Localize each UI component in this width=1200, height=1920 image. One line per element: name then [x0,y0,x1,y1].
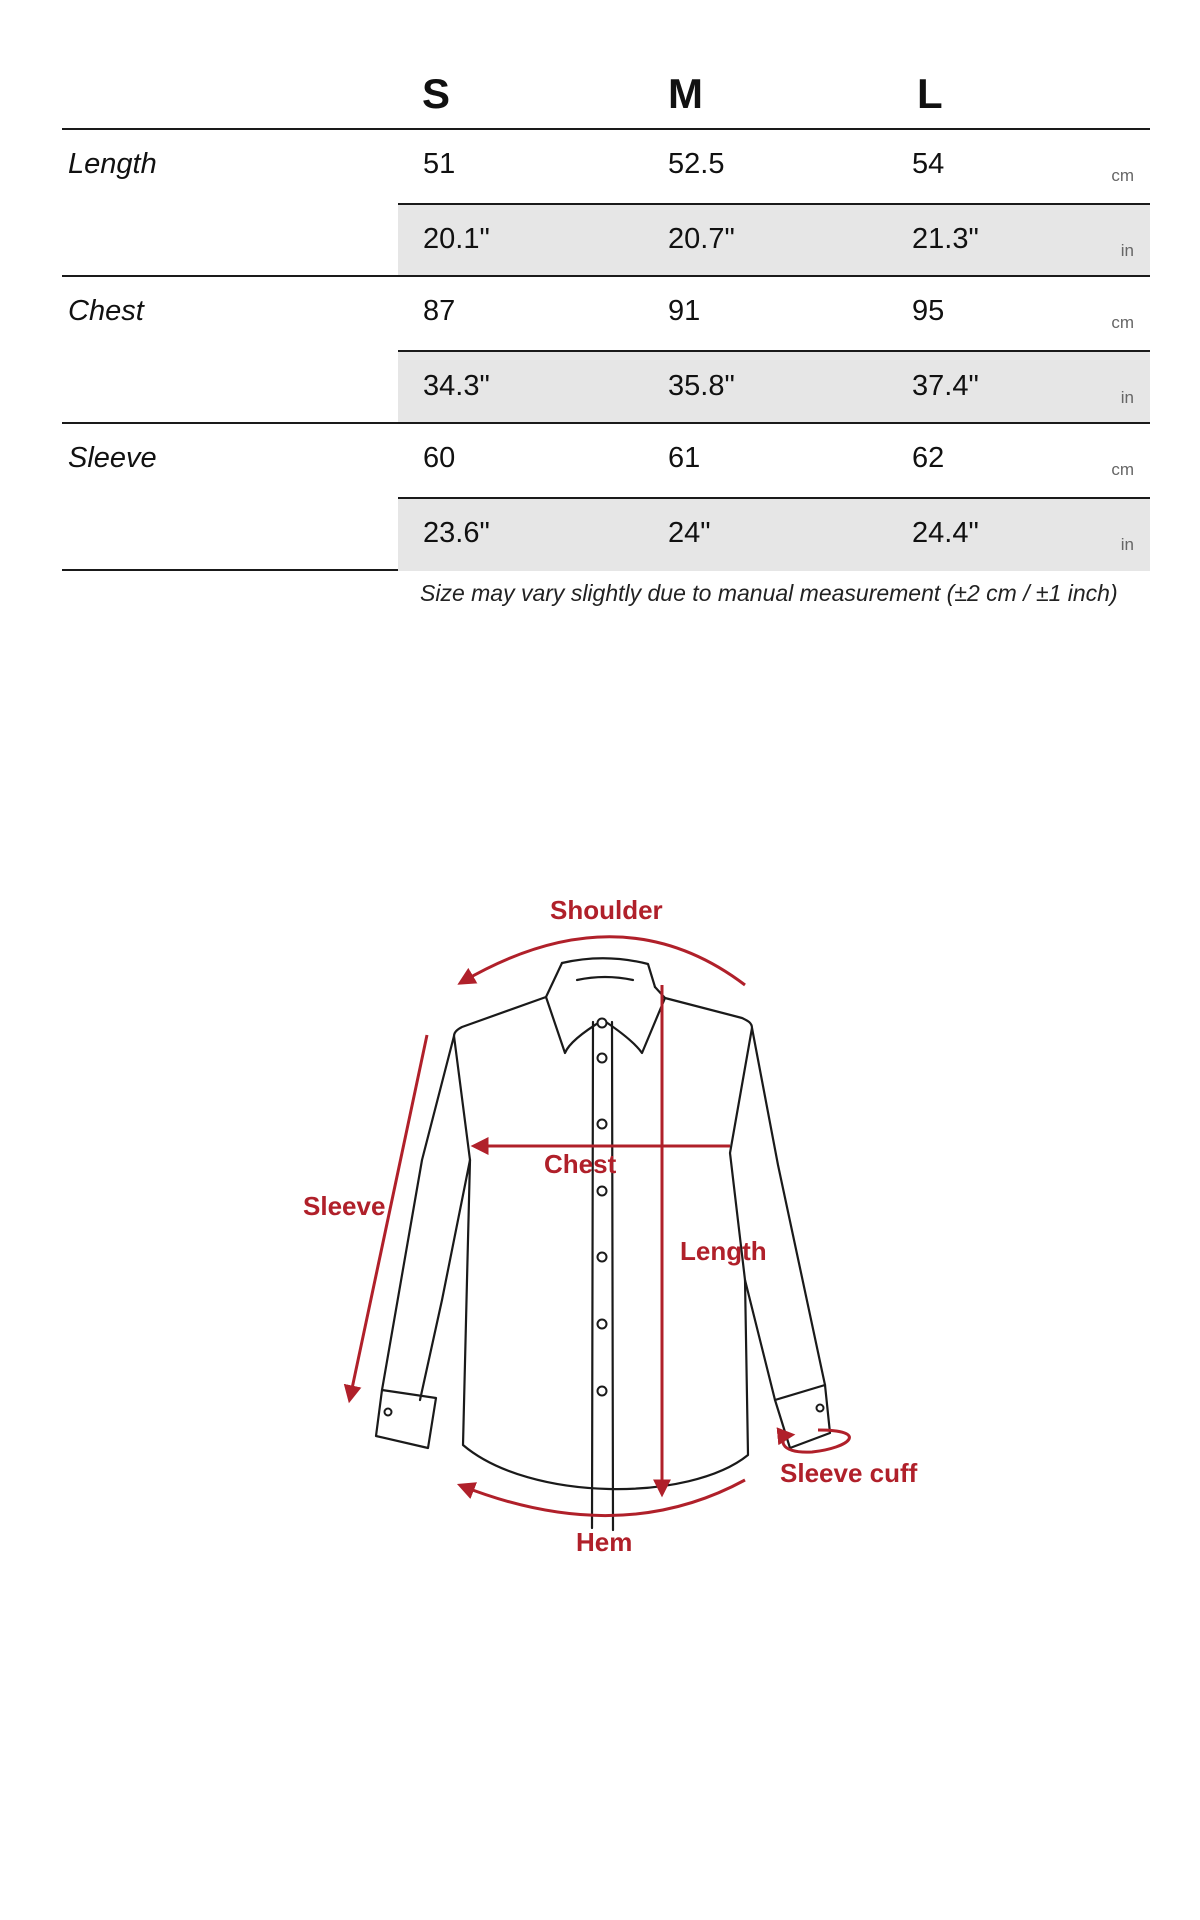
cell-value: 95 [912,295,945,327]
size-header-m: M [668,70,703,117]
length-label: Length [680,1236,767,1266]
cell-value: 91 [668,295,701,327]
in-row [398,350,1150,424]
cell-value: 37.4" [912,370,979,402]
cell-value: 61 [668,442,701,474]
measure-group-sleeve [62,422,1150,571]
measure-label: Sleeve [68,442,157,474]
cell-value: 52.5 [668,148,725,180]
unit-cm: cm [1111,460,1134,479]
cell-value: 54 [912,148,945,180]
size-header-l: L [917,70,943,117]
hem-arrow [462,1480,745,1516]
cell-value: 21.3" [912,223,979,255]
size-header-row [62,58,1150,128]
shoulder-label: Shoulder [550,895,663,925]
cell-value: 23.6" [423,517,490,549]
cell-value: 87 [423,295,456,327]
cell-value: 60 [423,442,456,474]
measurement-note: Size may vary slightly due to manual measurement (±2 cm / ±1 inch) [420,580,1118,606]
cm-row [398,277,1150,349]
in-row [398,203,1150,277]
sleeve-cuff-arrow [783,1430,849,1452]
size-header-s: S [422,70,451,117]
cell-value: 24" [668,517,711,549]
measure-label: Length [68,148,157,180]
cell-value: 35.8" [668,370,735,402]
unit-in: in [1120,535,1134,554]
unit-cm: cm [1111,313,1134,332]
sleeve-cuff-label: Sleeve cuff [780,1458,918,1488]
cell-value: 51 [423,148,456,180]
measure-group-length [62,128,1150,275]
hem-label: Hem [576,1527,633,1557]
in-row [398,497,1150,571]
cell-value: 20.1" [423,223,490,255]
chest-label: Chest [544,1149,617,1179]
sleeve-label: Sleeve [303,1191,386,1221]
measure-label: Chest [68,295,144,327]
cell-value: 34.3" [423,370,490,402]
measure-group-chest [62,275,1150,422]
cell-value: 24.4" [912,517,979,549]
unit-cm: cm [1111,166,1134,185]
cm-row [398,424,1150,496]
shirt-measurement-diagram [0,880,1200,1600]
shirt-illustration [0,880,1200,1600]
size-table [62,58,1150,571]
cell-value: 20.7" [668,223,735,255]
unit-in: in [1120,388,1134,407]
cm-row [398,130,1150,202]
cell-value: 62 [912,442,945,474]
shirt-buttons [385,1019,824,1416]
unit-in: in [1120,241,1134,260]
